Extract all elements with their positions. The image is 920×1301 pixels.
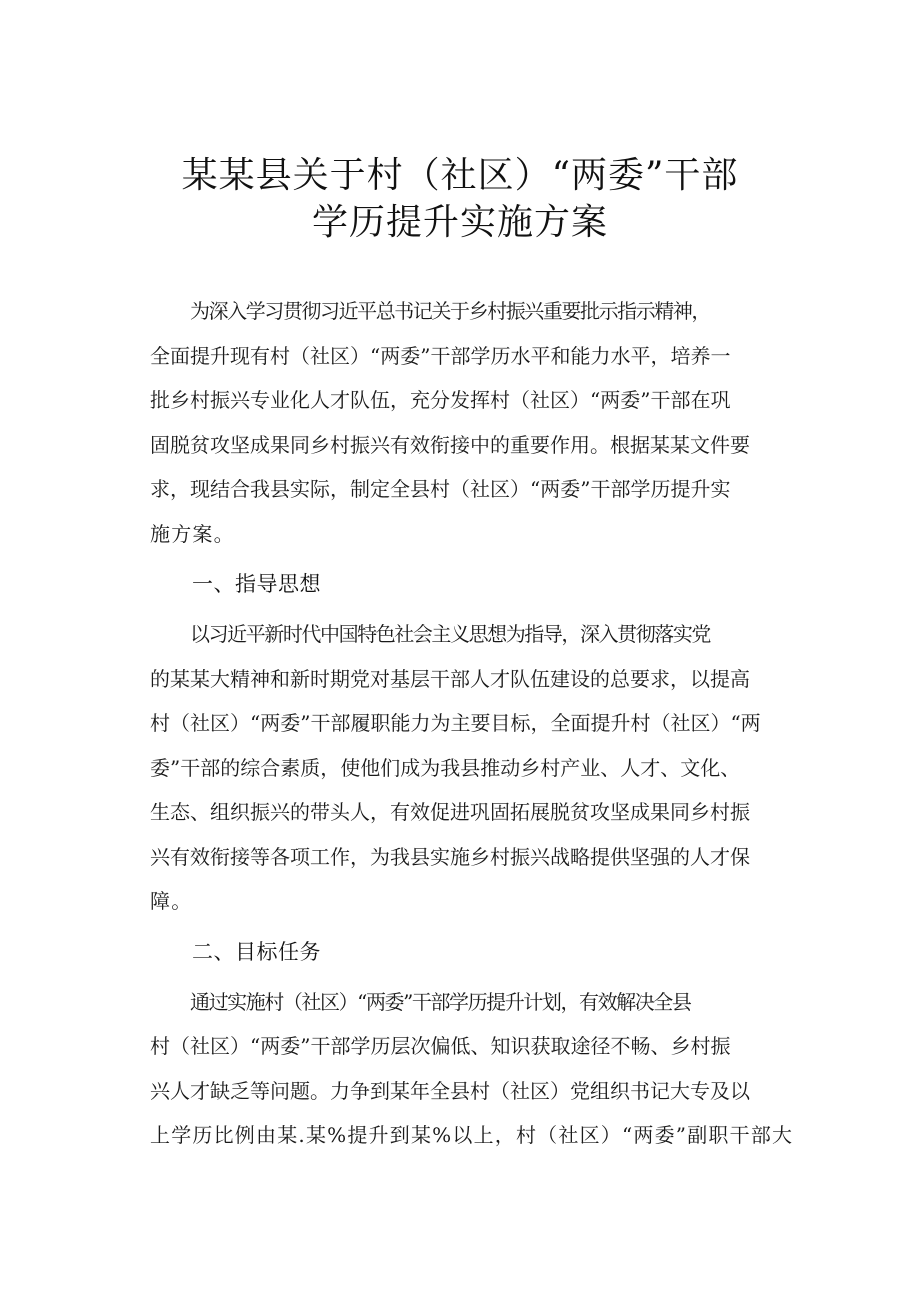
section-heading-guiding-ideology: 一、指导思想 [192,572,321,596]
section-heading-objectives: 二、目标任务 [192,939,321,964]
text-line: 兴有效衔接等各项工作，为我县实施乡村振兴战略提供坚强的人才保 [150,844,750,869]
text-line: 求，现结合我县实际，制定全县村（社区）“两委”干部学历提升实 [150,477,731,501]
text-line: 批乡村振兴专业化人才队伍，充分发挥村（社区）“两委”干部在巩 [150,388,731,412]
text-line: 村（社区）“两委”干部学历层次偏低、知识获取途径不畅、乡村振 [150,1034,731,1058]
text-line: 兴人才缺乏等问题。力争到某年全县村（社区）党组织书记大专及以 [150,1078,750,1103]
text-line: 为深入学习贯彻习近平总书记关于乡村振兴重要批示指示精神， [190,299,710,323]
text-line: 上学历比例由某.某%提升到某%以上，村（社区）“两委”副职干部大 [150,1123,794,1147]
text-line: 施方案。 [150,521,235,546]
document-title [0,152,920,246]
text-line: 以习近平新时代中国特色社会主义思想为指导，深入贯彻落实党 [190,622,710,646]
text-line: 村（社区）“两委”干部履职能力为主要目标，全面提升村（社区）“两 [150,711,761,735]
guiding-ideology-paragraph [150,612,800,924]
text-line: 全面提升现有村（社区）“两委”干部学历水平和能力水平，培养一 [150,343,731,368]
text-line: 生态、组织振兴的带头人，有效促进巩固拓展脱贫攻坚成果同乡村振 [150,800,750,824]
text-line: 固脱贫攻坚成果同乡村振兴有效衔接中的重要作用。根据某某文件要 [150,432,750,457]
title-line-2: 学历提升实施方案 [311,202,608,243]
title-line-1: 某某县关于村（社区）“两委”干部 [181,155,739,196]
text-line: 委”干部的综合素质，使他们成为我县推动乡村产业、人才、文化、 [150,755,741,780]
text-line: 障。 [150,889,193,913]
objectives-paragraph [150,980,800,1158]
document-body [150,289,800,1158]
text-line: 的某某大精神和新时期党对基层干部人才队伍建设的总要求，以提高 [150,666,750,691]
text-line: 通过实施村（社区）“两委”干部学历提升计划，有效解决全县 [190,989,691,1014]
intro-paragraph [150,289,800,556]
